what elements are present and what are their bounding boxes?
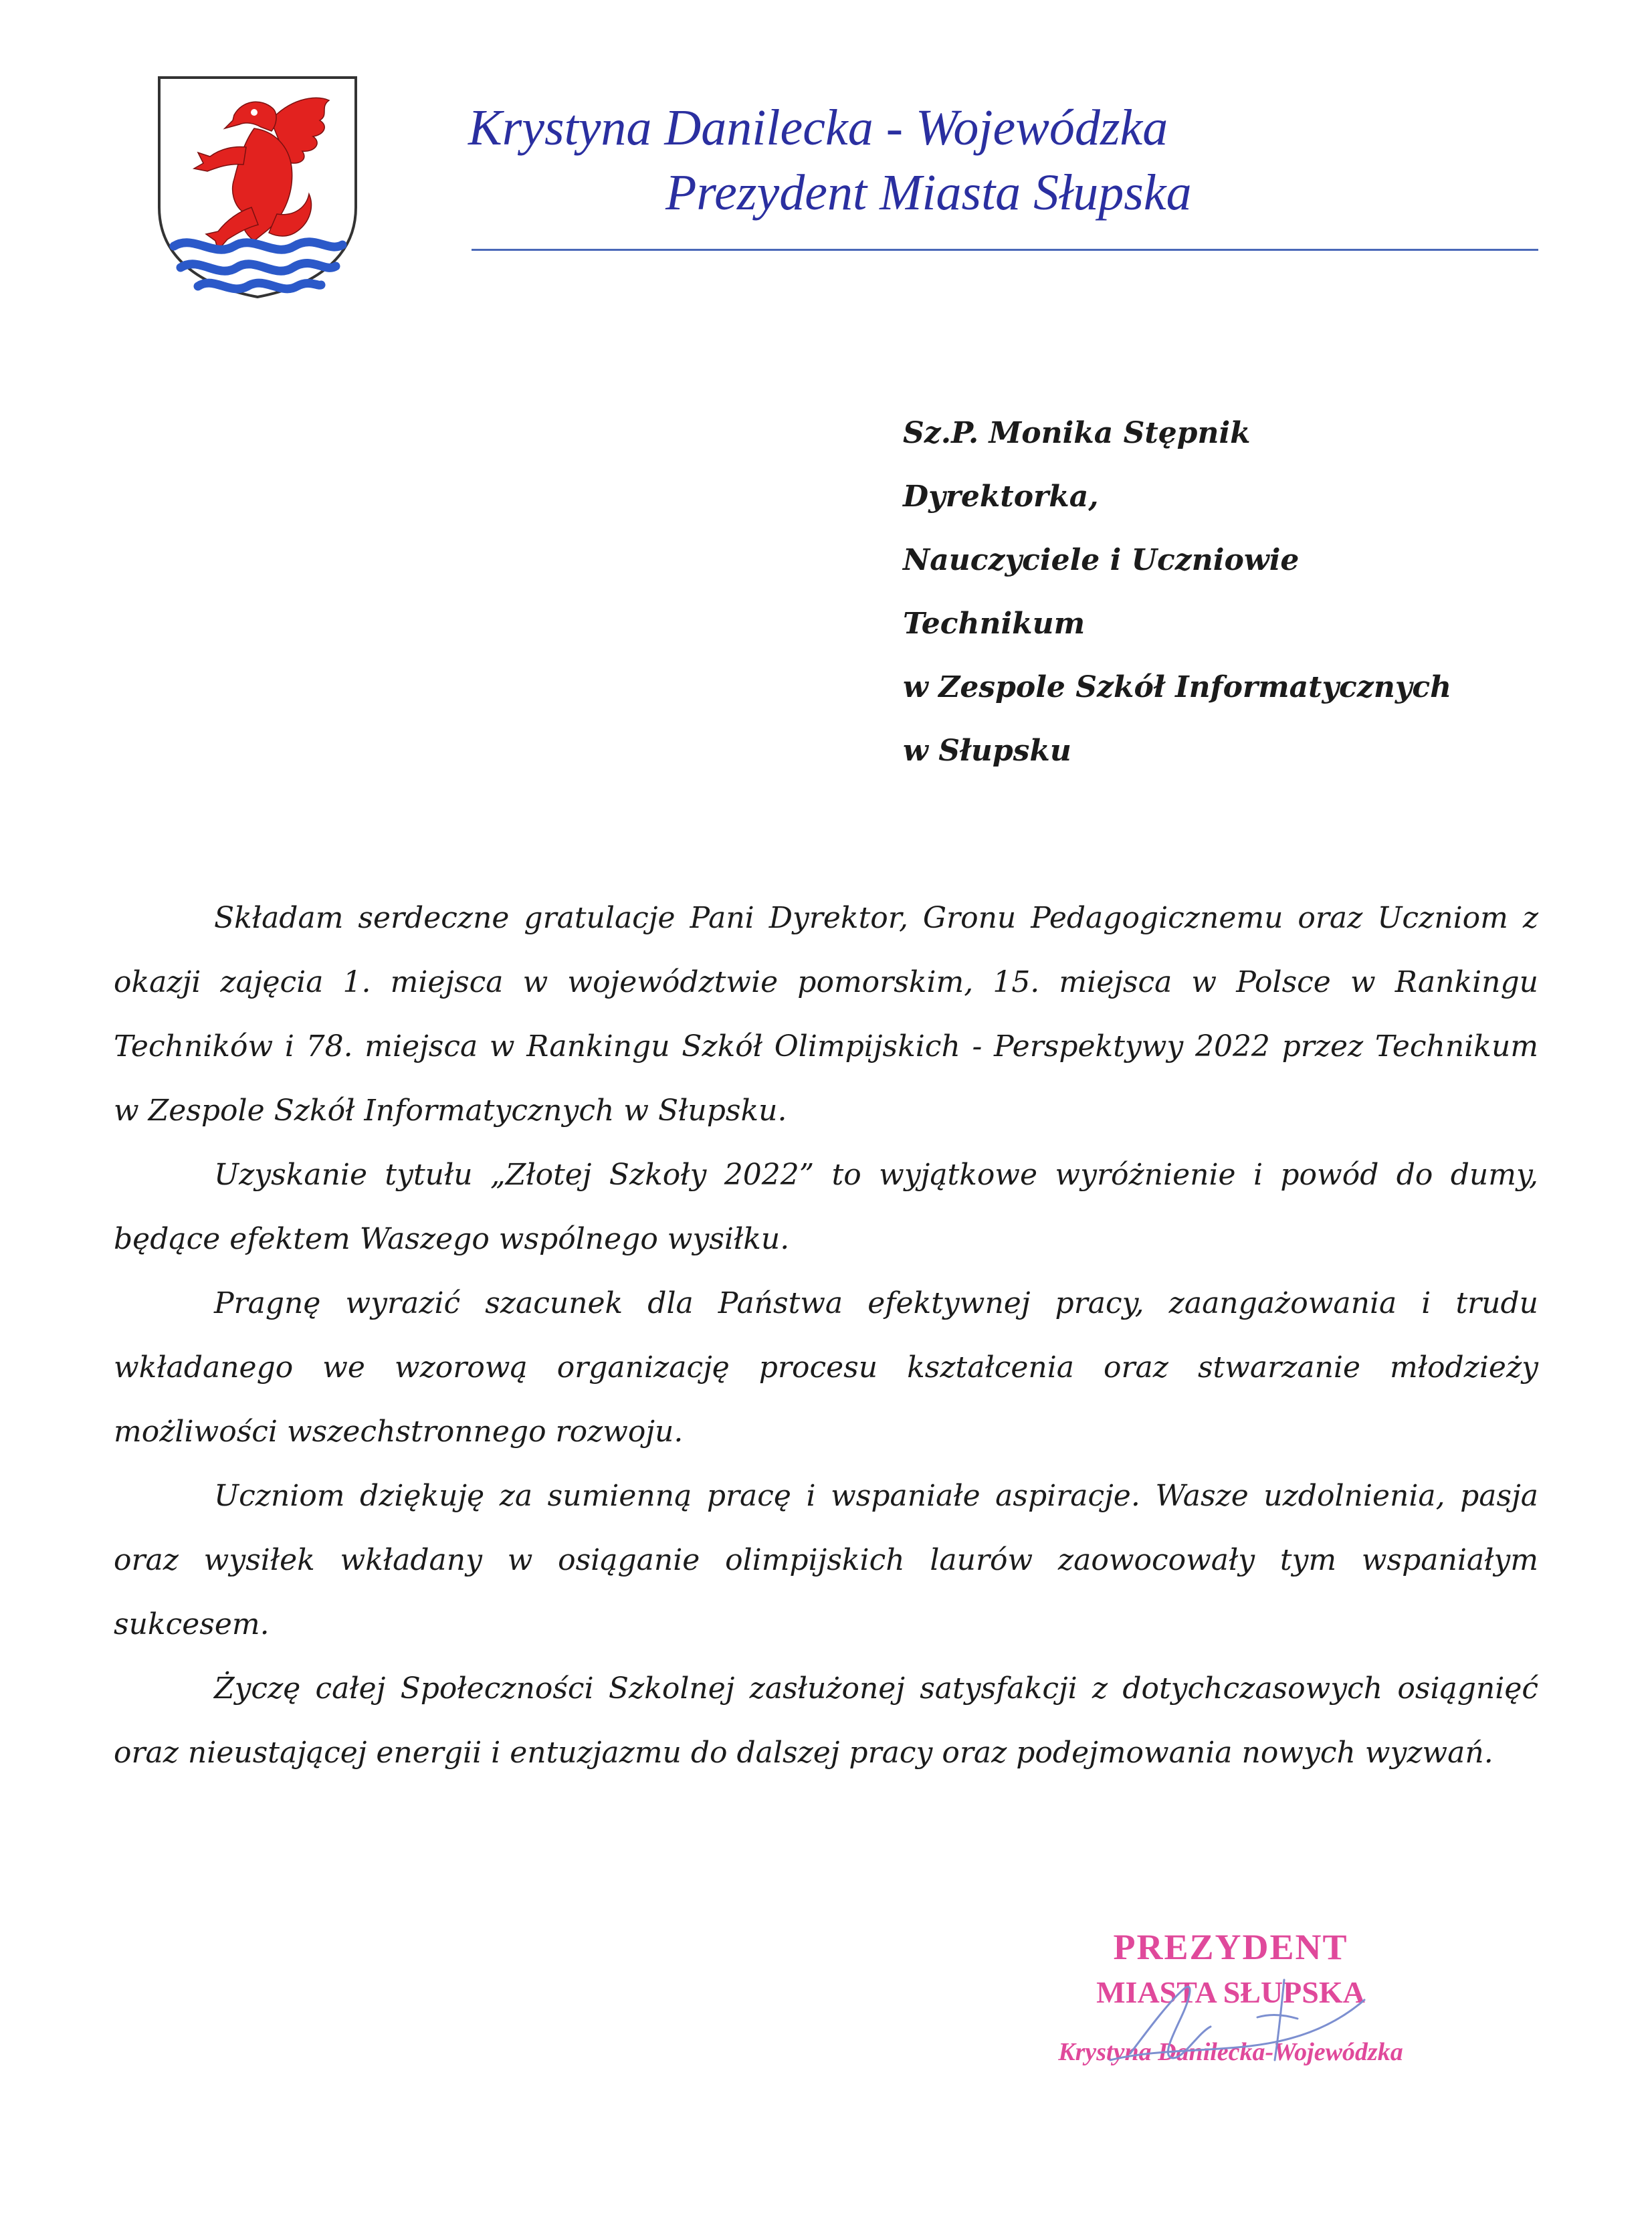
letterhead-divider — [472, 249, 1538, 251]
slupsk-griffin-coat-of-arms-icon — [154, 74, 361, 301]
letterhead-role: Prezydent Miasta Słupska — [665, 165, 1192, 221]
body-paragraph: Życzę całej Społeczności Szkolnej zasłużonej satysfakcji z dotychczasowych osiągnięć oraz nieustającej energii i entuzjazmu do dalszej pracy oraz podejmowania nowych wyzwań. — [114, 1671, 1538, 1770]
letter-body — [114, 886, 1538, 1785]
body-paragraph: Uzyskanie tytułu „Złotej Szkoły 2022” to wyjątkowe wyróżnienie i powód do dumy, będące efektem Waszego wspólnego wysiłku. — [114, 1158, 1538, 1256]
recipient-line: Dyrektorka, — [903, 480, 1099, 514]
body-paragraph: Składam serdeczne gratulacje Pani Dyrektor, Gronu Pedagogicznemu oraz Uczniom z okazji zajęcia 1. miejsca w województwie pomorskim, 15. miejsca w Polsce w Rankingu Techników i 78. miejsca w Rankingu Szkół Olimpijskich - Perspektywy 2022 przez Technikum w Zespole Szkół Informatycznych w Słupsku. — [114, 901, 1538, 1128]
recipient-line: w Słupsku — [903, 734, 1071, 768]
recipient-line: Nauczyciele i Uczniowie — [903, 543, 1300, 577]
official-stamp — [1030, 1926, 1431, 2114]
stamp-title: PREZYDENT — [1113, 1927, 1348, 1967]
recipient-line: Technikum — [903, 607, 1086, 641]
stamp-city: MIASTA SŁUPSKA — [1096, 1975, 1365, 2009]
letterhead-name: Krystyna Danilecka - Wojewódzka — [468, 100, 1168, 156]
body-paragraph: Uczniom dziękuję za sumienną pracę i wspaniałe aspiracje. Wasze uzdolnienia, pasja oraz wysiłek wkładany w osiąganie olimpijskich laurów zaowocowały tym wspaniałym sukcesem. — [114, 1479, 1538, 1641]
recipient-line: w Zespole Szkół Informatycznych — [903, 670, 1452, 704]
body-paragraph: Pragnę wyrazić szacunek dla Państwa efektywnej pracy, zaangażowania i trudu wkładanego we wzorową organizację procesu kształcenia oraz stwarzanie młodzieży możliwości wszechstronnego rozwoju. — [114, 1286, 1538, 1449]
recipient-block — [903, 401, 1572, 783]
stamp-name: Krystyna Danilecka-Wojewódzka — [1058, 2038, 1403, 2066]
recipient-line: Sz.P. Monika Stępnik — [903, 416, 1251, 450]
